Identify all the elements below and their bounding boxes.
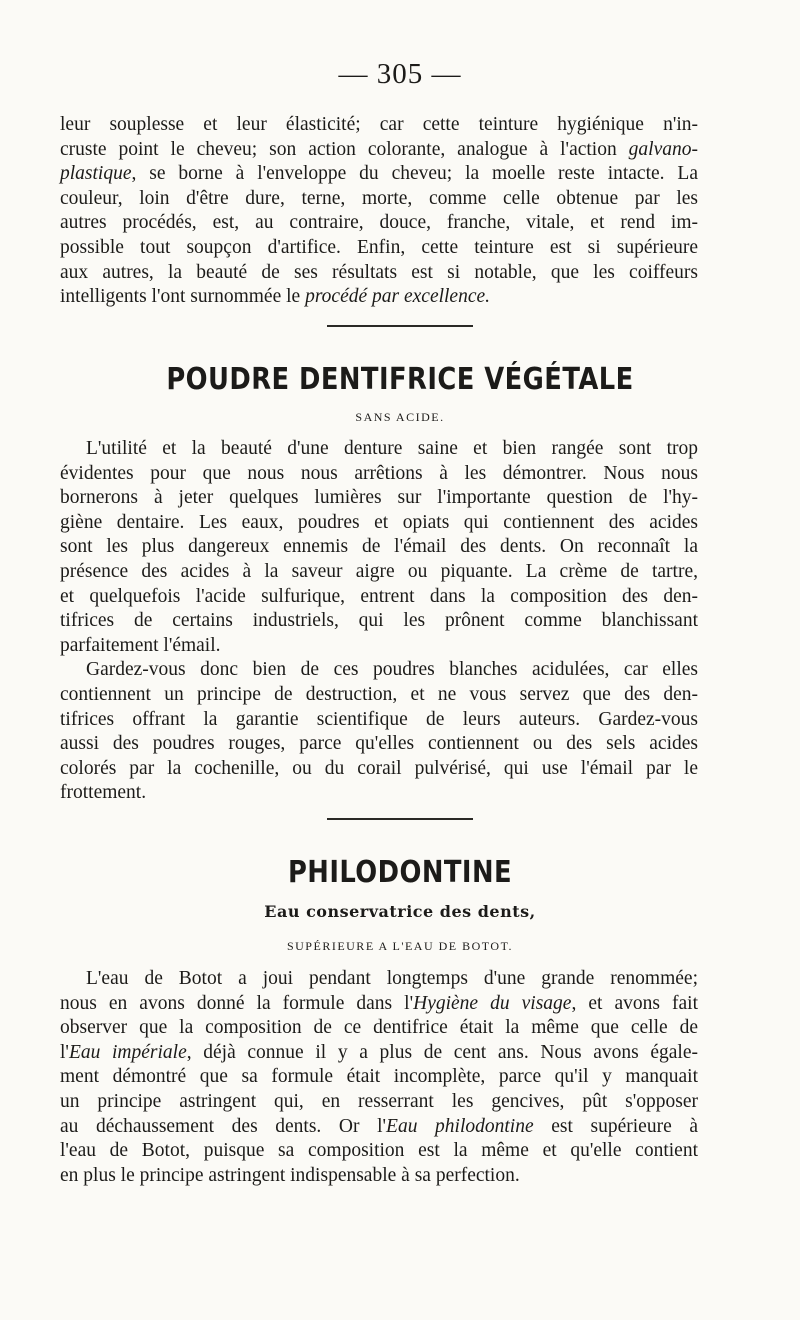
divider xyxy=(327,818,473,820)
text-run: galvano- xyxy=(628,138,698,160)
section-subtitle-sans-acide: SANS ACIDE. xyxy=(355,410,445,424)
text-line: giène dentaire. Les eaux, poudres et opiats qui contiennent des acides xyxy=(60,511,698,533)
section-title-philodontine: PHILODONTINE xyxy=(287,855,513,890)
text-line xyxy=(60,992,698,1017)
text-line xyxy=(60,285,698,310)
text-line: évidentes pour que nous nous arrêtions à les démontrer. Nous nous xyxy=(60,462,698,484)
text-line: Gardez-vous donc bien de ces poudres blanches acidulées, car elles xyxy=(86,659,698,681)
text-run: Hygiène du visage xyxy=(413,992,572,1014)
text-line: en plus le principe astringent indispensable à sa perfection. xyxy=(60,1164,520,1186)
text-line: autres procédés, est, au contraire, douce, franche, vitale, et rend im- xyxy=(60,212,698,234)
section-subtitle-eau: Eau conservatrice des dents, xyxy=(264,902,536,921)
text-run: intelligents l'ont surnommée le xyxy=(60,286,306,308)
text-line: sont les plus dangereux ennemis de l'émail des dents. On reconnaît la xyxy=(60,536,698,558)
text-line: un principe astringent qui, en resserrant les gencives, pût s'opposer xyxy=(60,1090,698,1112)
text-line: ment démontré que sa formule était incomplète, parce qu'il y manquait xyxy=(60,1066,698,1088)
text-line: frottement. xyxy=(60,782,147,804)
section-subtitle-botot: SUPÉRIEURE A L'EAU DE BOTOT. xyxy=(286,939,514,953)
text-line: bornerons à jeter quelques lumières sur l'importante question de l'hy- xyxy=(60,487,698,509)
text-run: cruste point le cheveu; son action colorante, analogue à l'action xyxy=(60,138,629,160)
text-line: possible tout soupçon d'artifice. Enfin, cette teinture est si supérieure xyxy=(60,236,698,258)
text-line: et quelquefois l'acide sulfurique, entrent dans la composition des den- xyxy=(60,585,698,607)
section-title-poudre: POUDRE DENTIFRICE VÉGÉTALE xyxy=(166,362,634,397)
text-line xyxy=(60,162,698,187)
text-run: Eau philodontine xyxy=(386,1115,534,1137)
text-line: aussi des poudres rouges, parce qu'elles contiennent ou des sels acides xyxy=(60,733,698,755)
text-line: colorés par la cochenille, ou du corail pulvérisé, qui use l'émail par le xyxy=(60,757,698,779)
text-line xyxy=(60,1041,698,1066)
text-line: leur souplesse et leur élasticité; car cette teinture hygiénique n'in- xyxy=(60,114,698,135)
divider xyxy=(327,325,473,327)
text-run: est supérieure à xyxy=(533,1115,698,1137)
text-run: , et avons fait xyxy=(571,992,698,1014)
text-line: L'eau de Botot a joui pendant longtemps d'une grande renommée; xyxy=(86,968,698,989)
text-line xyxy=(60,1115,698,1140)
text-line: contiennent un principe de destruction, et ne vous servez que des den- xyxy=(60,683,698,705)
text-line: parfaitement l'émail. xyxy=(60,634,221,656)
text-line xyxy=(60,138,698,163)
text-line: tifrices offrant la garantie scientifique de leurs auteurs. Gardez-vous xyxy=(60,708,698,730)
text-run: au déchaussement des dents. Or l' xyxy=(60,1115,387,1137)
paragraph-poudre xyxy=(60,437,698,806)
text-line: aux autres, la beauté de ses résultats est si notable, que les coiffeurs xyxy=(60,261,698,283)
paragraph-philodontine xyxy=(60,967,698,1188)
text-run: l' xyxy=(60,1041,69,1063)
text-run: procédé par excellence. xyxy=(305,286,491,308)
page-number: — 305 — xyxy=(338,58,462,90)
paragraph-hair-dye xyxy=(60,113,698,310)
text-line: présence des acides à la saveur aigre ou piquante. La crème de tartre, xyxy=(60,560,698,582)
text-line: tifrices de certains industriels, qui les prônent comme blanchissant xyxy=(60,610,698,632)
text-run: , se borne à l'enveloppe du cheveu; la moelle reste intacte. La xyxy=(131,163,698,185)
text-run: nous en avons donné la formule dans l' xyxy=(60,992,414,1014)
text-run: , déjà connue il y a plus de cent ans. Nous avons égale- xyxy=(186,1041,698,1063)
text-line: l'eau de Botot, puisque sa composition est la même et qu'elle contient xyxy=(60,1140,698,1162)
text-run: plastique xyxy=(60,163,132,185)
text-line: observer que la composition de ce dentifrice était la même que celle de xyxy=(60,1017,698,1039)
text-run: Eau impériale xyxy=(68,1041,187,1063)
text-line: L'utilité et la beauté d'une denture saine et bien rangée sont trop xyxy=(86,438,698,459)
text-line: couleur, loin d'être dure, terne, morte, comme celle obtenue par les xyxy=(60,187,698,209)
